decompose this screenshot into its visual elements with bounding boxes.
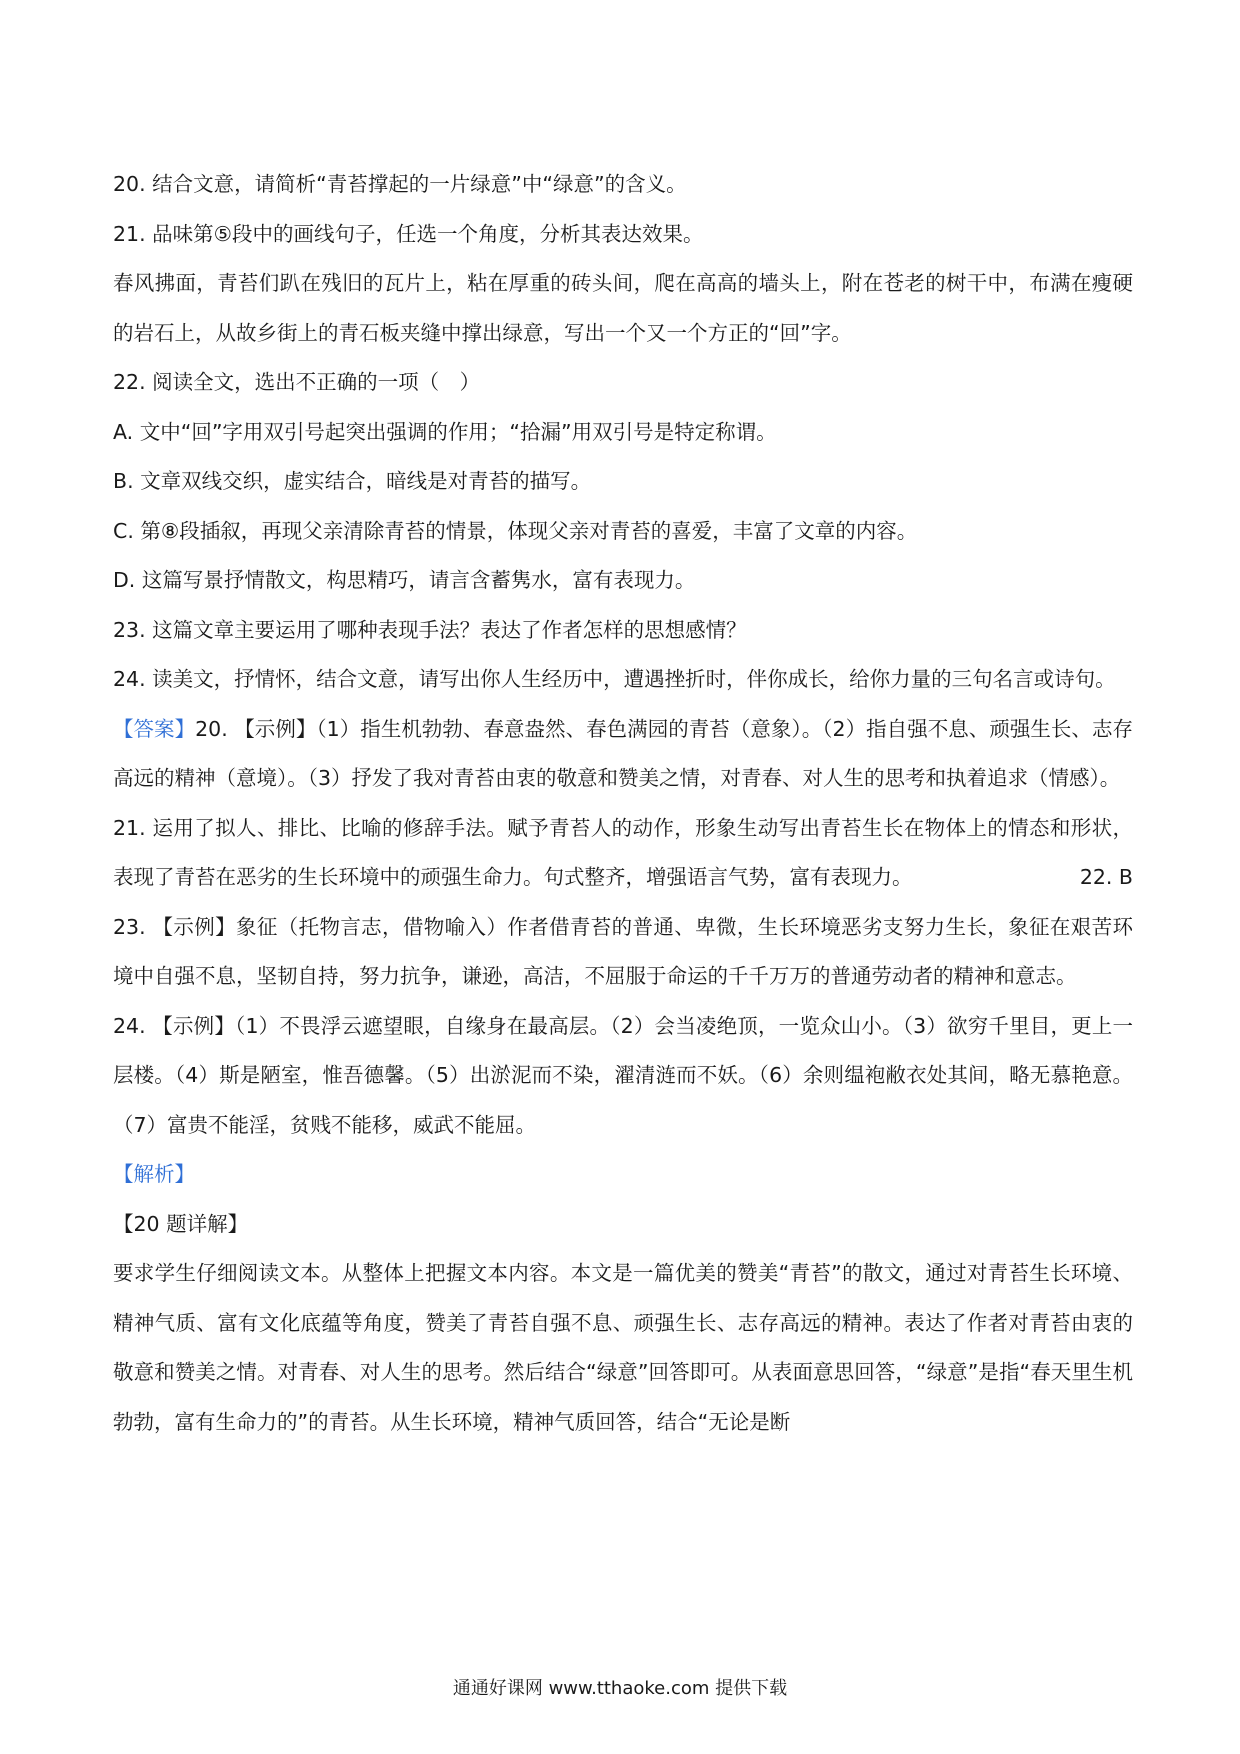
question-22: 22. 阅读全文，选出不正确的一项（ ） <box>113 370 481 394</box>
question-21: 21. 品味第⑤段中的画线句子，任选一个角度，分析其表达效果。 <box>113 221 704 246</box>
question-22-option-b: B. 文章双线交织，虚实结合，暗线是对青苔的描写。 <box>113 469 592 493</box>
page-footer: 通通好课网 www.tthaoke.com 提供下载 <box>452 1678 788 1699</box>
analysis-q20-heading: 【20 题详解】 <box>113 1211 249 1236</box>
question-20: 20. 结合文意，请简析“青苔撑起的一片绿意”中“绿意”的含义。 <box>113 172 687 196</box>
question-22-option-c: C. 第⑧段插叙，再现父亲清除青苔的情景，体现父亲对青苔的喜爱，丰富了文章的内容。 <box>113 518 918 543</box>
question-23: 23. 这篇文章主要运用了哪种表现手法？表达了作者怎样的思想感情？ <box>113 617 747 642</box>
question-22-option-a: A. 文中“回”字用双引号起突出强调的作用；“拾漏”用双引号是特定称谓。 <box>113 419 777 444</box>
answer-tag: 【答案】 <box>113 716 196 741</box>
answer-23: 23. 【示例】象征（托物言志，借物喻入）作者借青苔的普通、卑微，生长环境恶劣支努力生长，象征在艰苦环境中自强不息，坚韧自持，努力抗争，谦逊，高洁，不屈服于命运的千千万万的普通劳动者的精神和意志。 <box>113 914 1133 988</box>
answer-20-text: 20. 【示例】（1）指生机勃勃、春意盎然、春色满园的青苔（意象）。（2）指自强不息、顽强生长、志存高远的精神（意境）。（3）抒发了我对青苔由衷的敬意和赞美之情，对青春、对人生的思考和执着追求（情感）。 <box>113 716 1133 790</box>
answer-21-text: 21. 运用了拟人、排比、比喻的修辞手法。赋予青苔人的动作，形象生动写出青苔生长在物体上的情态和形状，表现了青苔在恶劣的生长环境中的顽强生命力。句式整齐，增强语言气势，富有表现力。 <box>113 815 1133 889</box>
answer-20 <box>113 705 1133 804</box>
answer-22: 22. B <box>1079 865 1133 889</box>
document-body <box>113 160 1133 1447</box>
answer-24: 24. 【示例】（1）不畏浮云遮望眼，自缘身在最高层。（2）会当凌绝顶，一览众山小。（3）欲穷千里目，更上一层楼。（4）斯是陋室，惟吾德馨。（5）出淤泥而不染，濯清涟而不妖。（6）余则缊袍敝衣处其间，略无慕艳意。（7）富贵不能淫，贫贱不能移，威武不能屈。 <box>113 1013 1133 1137</box>
question-24: 24. 读美文，抒情怀，结合文意，请写出你人生经历中，遭遇挫折时，伴你成长，给你力量的三句名言或诗句。 <box>113 667 1116 691</box>
answer-21 <box>113 804 1133 903</box>
question-22-option-d: D. 这篇写景抒情散文，构思精巧，请言含蓄隽水，富有表现力。 <box>113 568 696 592</box>
question-21-quote: 春风拂面，青苔们趴在残旧的瓦片上，粘在厚重的砖头间，爬在高高的墙头上，附在苍老的树干中，布满在瘦硬的岩石上，从故乡街上的青石板夹缝中撑出绿意，写出一个又一个方正的“回”字。 <box>113 271 1133 345</box>
analysis-q20-detail: 要求学生仔细阅读文本。从整体上把握文本内容。本文是一篇优美的赞美“青苔”的散文，通过对青苔生长环境、精神气质、富有文化底蕴等角度，赞美了青苔自强不息、顽强生长、志存高远的精神。表达了作者对青苔由衷的敬意和赞美之情。对青春、对人生的思考。然后结合“绿意”回答即可。从表面意思回答，“绿意”是指“春天里生机勃勃，富有生命力的”的青苔。从生长环境，精神气质回答，结合“无论是断 <box>113 1261 1133 1434</box>
analysis-tag: 【解析】 <box>113 1162 195 1186</box>
analysis-heading <box>113 1150 1133 1200</box>
